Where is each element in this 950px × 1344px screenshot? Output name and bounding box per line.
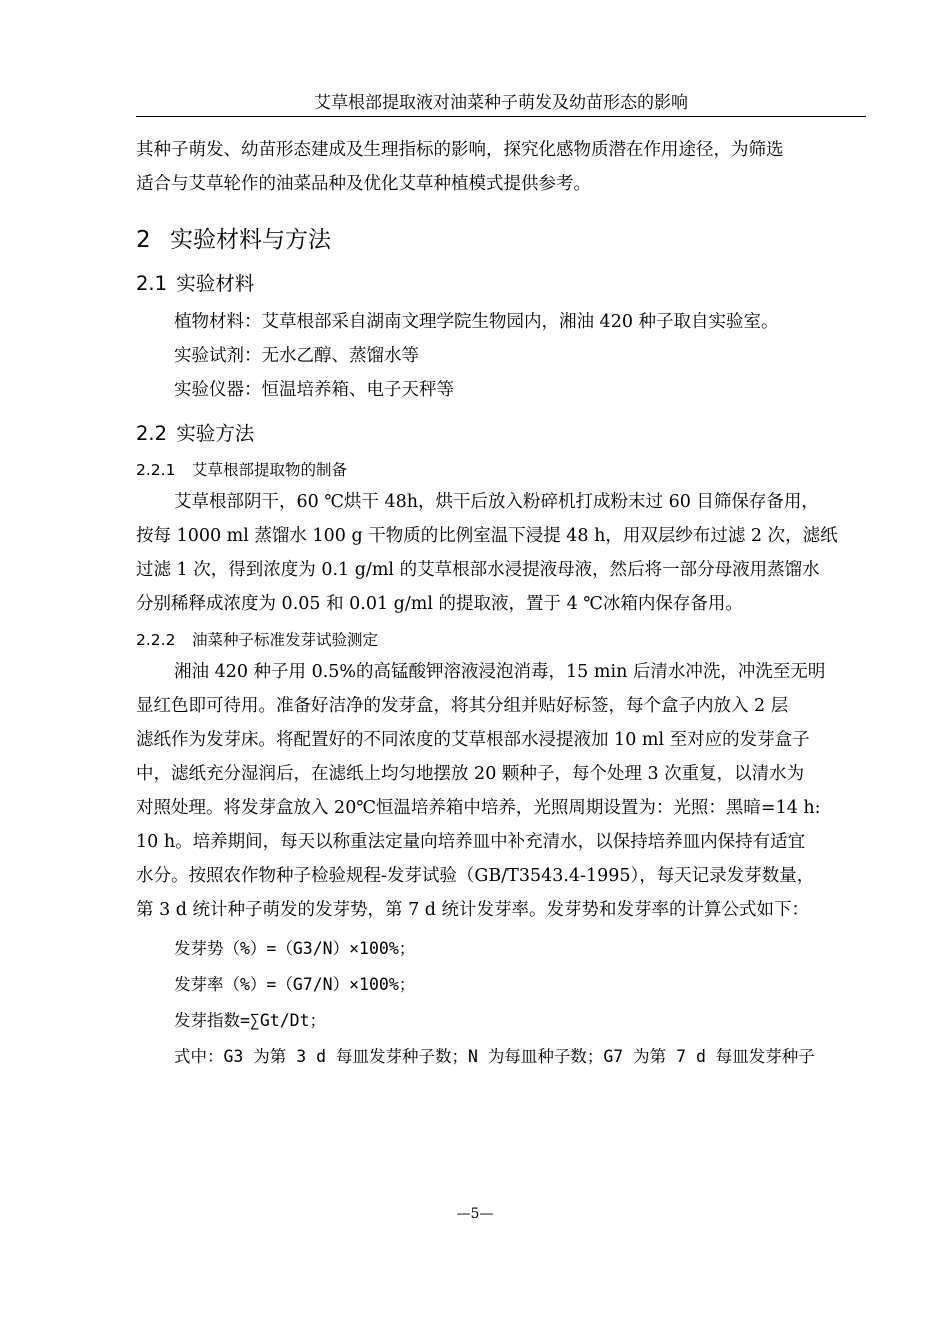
- text-line: 分别稀释成浓度为 0.05 和 0.01 g/ml 的提取液，置于 4 ℃冰箱内保存备用。: [136, 594, 743, 614]
- text-line: 其种子萌发、幼苗形态建成及生理指标的影响，探究化感物质潜在作用途径，为筛选: [136, 140, 784, 160]
- section-number: 2.1: [136, 272, 168, 295]
- text-line: 适合与艾草轮作的油菜品种及优化艾草种植模式提供参考。: [136, 174, 591, 194]
- section-number: 2.2: [136, 422, 168, 445]
- text-line: 显红色即可待用。准备好洁净的发芽盒，将其分组并贴好标签，每个盒子内放入 2 层: [136, 696, 789, 716]
- page-number: —5—: [456, 1206, 494, 1222]
- formula-block: [136, 931, 866, 1075]
- section-number: 2.2.1: [136, 461, 176, 479]
- text-line: 湘油 420 种子用 0.5%的高锰酸钾溶液浸泡消毒，15 min 后清水冲洗，冲洗至无明: [174, 662, 826, 682]
- material-item: 实验试剂：无水乙醇、蒸馏水等: [174, 346, 419, 366]
- paragraph-germination-test: [136, 655, 866, 927]
- section-heading-2-1: [136, 269, 866, 299]
- section-heading-2-2-1: [136, 455, 866, 485]
- running-header: 艾草根部提取液对油菜种子萌发及幼苗形态的影响: [314, 93, 688, 113]
- section-title: 艾草根部提取物的制备: [192, 461, 348, 479]
- section-title: 实验材料: [176, 272, 255, 295]
- intro-paragraph: [136, 133, 866, 201]
- page-content: [136, 133, 866, 1075]
- text-line: 按每 1000 ml 蒸馏水 100 g 干物质的比例室温下浸提 48 h，用双层纱布过滤 2 次，滤纸: [136, 526, 838, 546]
- formula-germination-rate: 发芽率（%）=（G7/N）×100%；: [174, 975, 416, 994]
- materials-list: [136, 305, 866, 407]
- section-number: 2: [136, 227, 151, 253]
- formula-germination-index: 发芽指数=∑Gt/Dt；: [174, 1011, 327, 1030]
- material-item: 实验仪器：恒温培养箱、电子天秤等: [174, 380, 454, 400]
- text-line: 过滤 1 次，得到浓度为 0.1 g/ml 的艾草根部水浸提液母液，然后将一部分母液用蒸馏水: [136, 560, 820, 580]
- section-title: 实验材料与方法: [170, 227, 331, 253]
- section-title: 油菜种子标准发芽试验测定: [192, 631, 379, 649]
- section-title: 实验方法: [176, 422, 255, 445]
- text-line: 水分。按照农作物种子检验规程-发芽试验（GB/T3543.4-1995），每天记录发芽数量，: [136, 866, 815, 886]
- section-number: 2.2.2: [136, 631, 176, 649]
- formula-legend: 式中：G3 为第 3 d 每皿发芽种子数；N 为每皿种子数；G7 为第 7 d 每皿发芽种子: [174, 1047, 815, 1066]
- header-divider: [136, 116, 866, 117]
- text-line: 第 3 d 统计种子萌发的发芽势，第 7 d 统计发芽率。发芽势和发芽率的计算公式如下：: [136, 900, 810, 920]
- section-heading-2-2: [136, 419, 866, 449]
- text-line: 10 h。培养期间，每天以称重法定量向培养皿中补充清水，以保持培养皿内保持有适宜: [136, 832, 806, 852]
- text-line: 滤纸作为发芽床。将配置好的不同浓度的艾草根部水浸提液加 10 ml 至对应的发芽盒子: [136, 730, 810, 750]
- text-line: 艾草根部阴干，60 ℃烘干 48h，烘干后放入粉碎机打成粉末过 60 目筛保存备用，: [174, 492, 819, 512]
- text-line: 中，滤纸充分湿润后，在滤纸上均匀地摆放 20 颗种子，每个处理 3 次重复，以清水为: [136, 764, 805, 784]
- material-item: 植物材料：艾草根部采自湖南文理学院生物园内，湘油 420 种子取自实验室。: [174, 312, 779, 332]
- section-heading-2-2-2: [136, 625, 866, 655]
- text-line: 对照处理。将发芽盒放入 20℃恒温培养箱中培养，光照周期设置为：光照：黑暗=14 h:: [136, 798, 821, 818]
- section-heading-2: [136, 223, 866, 257]
- paragraph-extract-preparation: [136, 485, 866, 621]
- formula-germination-energy: 发芽势（%）=（G3/N）×100%；: [174, 939, 416, 958]
